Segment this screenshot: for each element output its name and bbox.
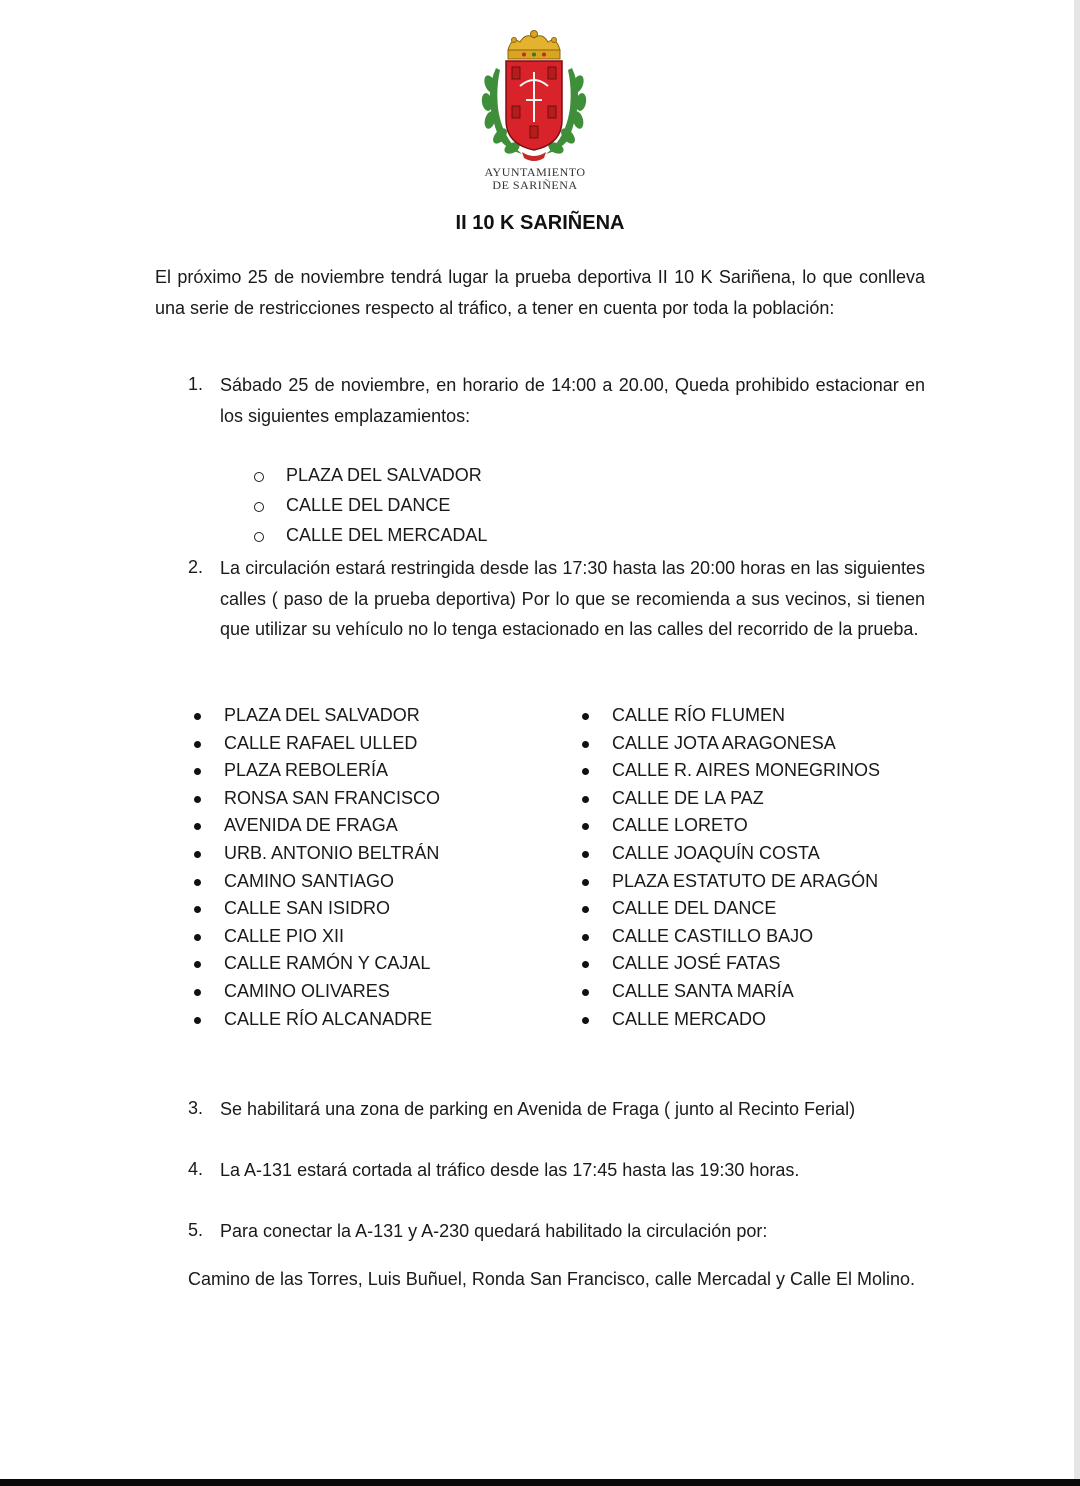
- bullet-dot-icon: [582, 713, 589, 720]
- item-text-2: La circulación estará restringida desde las 17:30 hasta las 20:00 horas en las siguientes calles ( paso de la prueba deportiva) Por lo que se recomienda a sus vecinos, si tienen que utilizar su vehículo no lo tenga estacionado en las calles del recorrido de la prueba.: [220, 558, 925, 639]
- route-street-right: CALLE JOTA ARAGONESA: [612, 732, 836, 753]
- intro-paragraph: El próximo 25 de noviembre tendrá lugar la prueba deportiva II 10 K Sariñena, lo que conlleva una serie de restricciones respecto al tráfico, a tener en cuenta por toda la población:: [155, 267, 925, 318]
- route-street-right: CALLE MERCADO: [612, 1008, 767, 1029]
- bullet-dot-icon: [582, 768, 589, 775]
- bullet-dot-icon: [582, 796, 589, 803]
- bullet-dot-icon: [582, 879, 589, 886]
- route-street-right: CALLE SANTA MARÍA: [612, 981, 794, 1001]
- circle-bullet-icon: [254, 502, 264, 512]
- circle-bullet-icon: [254, 472, 264, 482]
- org-name-line2: DE SARIÑENA: [492, 178, 578, 192]
- route-street-left: CALLE RAFAEL ULLED: [224, 732, 418, 753]
- item-number-4: 4.: [188, 1159, 204, 1179]
- document-title: II 10 K SARIÑENA: [455, 212, 625, 234]
- route-street-left: CALLE RAMÓN Y CAJAL: [224, 953, 431, 974]
- bullet-dot-icon: [194, 768, 201, 775]
- item-number-1: 1.: [188, 374, 204, 394]
- no-parking-item: CALLE DEL DANCE: [286, 495, 451, 515]
- route-street-right: CALLE JOAQUÍN COSTA: [612, 843, 820, 863]
- route-street-left: PLAZA DEL SALVADOR: [224, 705, 420, 725]
- item-text-4: La A-131 estará cortada al tráfico desde las 17:45 hasta las 19:30 horas.: [220, 1160, 800, 1180]
- route-street-left: CAMINO SANTIAGO: [224, 870, 395, 891]
- route-street-right: CALLE LORETO: [612, 815, 748, 836]
- bullet-dot-icon: [194, 741, 201, 748]
- route-street-right: CALLE RÍO FLUMEN: [612, 705, 786, 725]
- coat-of-arms-logo: [478, 28, 590, 164]
- route-street-left: CAMINO OLIVARES: [224, 981, 390, 1001]
- route-street-left: AVENIDA DE FRAGA: [224, 815, 398, 836]
- bullet-dot-icon: [582, 906, 589, 913]
- route-street-right: CALLE R. AIRES MONEGRINOS: [612, 760, 881, 781]
- bullet-dot-icon: [194, 906, 201, 913]
- item-text-1: Sábado 25 de noviembre, en horario de 14:00 a 20.00, Queda prohibido estacionar en los siguientes emplazamientos:: [220, 375, 925, 426]
- org-name-line1: AYUNTAMIENTO: [484, 165, 586, 179]
- item-text-3: Se habilitará una zona de parking en Avenida de Fraga ( junto al Recinto Ferial): [220, 1099, 856, 1119]
- bullet-dot-icon: [582, 823, 589, 830]
- bullet-dot-icon: [582, 961, 589, 968]
- page-edge: [1074, 0, 1080, 1486]
- bullet-dot-icon: [194, 713, 201, 720]
- route-street-left: CALLE RÍO ALCANADRE: [224, 1008, 433, 1029]
- route-street-left: RONSA SAN FRANCISCO: [224, 787, 441, 808]
- bullet-dot-icon: [582, 989, 589, 996]
- route-street-left: URB. ANTONIO BELTRÁN: [224, 843, 440, 863]
- item-text-5: Para conectar la A-131 y A-230 quedará habilitado la circulación por:: [220, 1221, 768, 1241]
- item-number-5: 5.: [188, 1220, 204, 1240]
- closing-paragraph: Camino de las Torres, Luis Buñuel, Ronda San Francisco, calle Mercadal y Calle El Molino.: [188, 1269, 916, 1289]
- bullet-dot-icon: [582, 741, 589, 748]
- bullet-dot-icon: [582, 1017, 589, 1024]
- route-street-right: CALLE CASTILLO BAJO: [612, 925, 814, 946]
- route-street-left: CALLE PIO XII: [224, 925, 345, 946]
- bullet-dot-icon: [194, 934, 201, 941]
- route-street-left: PLAZA REBOLERÍA: [224, 760, 389, 781]
- bullet-dot-icon: [194, 851, 201, 858]
- item-number-3: 3.: [188, 1098, 204, 1118]
- no-parking-item: PLAZA DEL SALVADOR: [286, 465, 482, 485]
- bullet-dot-icon: [194, 796, 201, 803]
- route-street-right: CALLE JOSÉ FATAS: [612, 953, 781, 974]
- bullet-dot-icon: [194, 961, 201, 968]
- bullet-dot-icon: [194, 1017, 201, 1024]
- no-parking-item: CALLE DEL MERCADAL: [286, 525, 488, 545]
- coat-of-arms-graphic: [478, 28, 590, 164]
- bullet-dot-icon: [582, 851, 589, 858]
- item-number-2: 2.: [188, 557, 204, 577]
- circle-bullet-icon: [254, 532, 264, 542]
- bottom-bar: [0, 1479, 1080, 1486]
- route-street-left: CALLE SAN ISIDRO: [224, 898, 391, 919]
- bullet-dot-icon: [194, 823, 201, 830]
- bullet-dot-icon: [582, 934, 589, 941]
- bullet-dot-icon: [194, 879, 201, 886]
- route-street-right: CALLE DEL DANCE: [612, 898, 777, 919]
- route-street-right: PLAZA ESTATUTO DE ARAGÓN: [612, 870, 879, 891]
- bullet-dot-icon: [194, 989, 201, 996]
- route-street-right: CALLE DE LA PAZ: [612, 787, 764, 808]
